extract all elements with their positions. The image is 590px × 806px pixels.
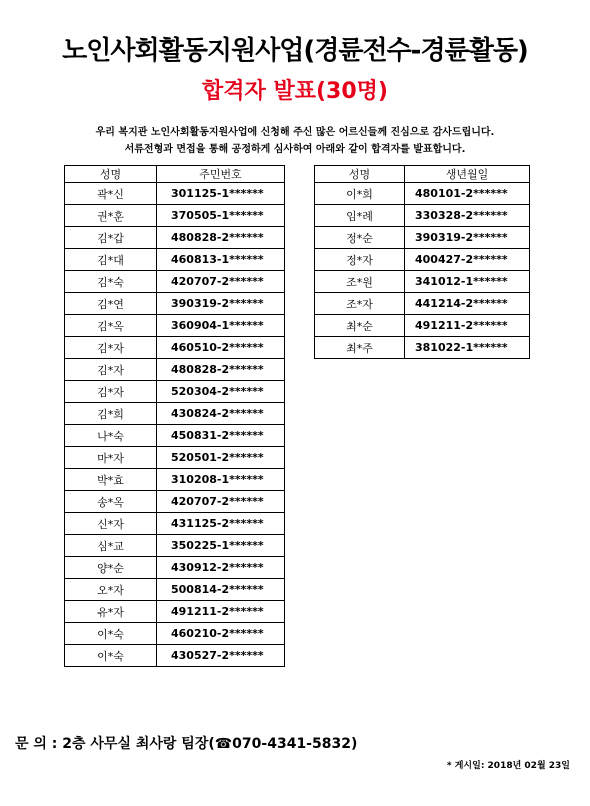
cell-name: 김*희 xyxy=(65,403,157,425)
cell-number: 431125-2****** xyxy=(157,513,285,535)
cell-name: 임*례 xyxy=(315,205,405,227)
table-row xyxy=(65,623,285,645)
cell-name: 조*자 xyxy=(315,293,405,315)
cell-name: 정*순 xyxy=(315,227,405,249)
header-name: 성명 xyxy=(315,166,405,183)
table-row xyxy=(65,359,285,381)
right-applicant-table xyxy=(314,165,530,359)
intro-line-2: 서류전형과 면접을 통해 공정하게 심사하여 아래와 같이 합격자를 발표합니다. xyxy=(124,144,466,155)
cell-number: 460813-1****** xyxy=(157,249,285,271)
cell-number: 370505-1****** xyxy=(157,205,285,227)
contact-info: 문 의 : 2층 사무실 최사랑 팀장(☎070-4341-5832) xyxy=(15,736,358,752)
cell-number: 460510-2****** xyxy=(157,337,285,359)
cell-number: 381022-1****** xyxy=(405,337,530,359)
cell-name: 오*자 xyxy=(65,579,157,601)
table-row xyxy=(65,557,285,579)
cell-number: 460210-2****** xyxy=(157,623,285,645)
table-row xyxy=(65,227,285,249)
cell-name: 김*갑 xyxy=(65,227,157,249)
table-header-row xyxy=(65,166,285,183)
cell-name: 김*대 xyxy=(65,249,157,271)
cell-name: 김*숙 xyxy=(65,271,157,293)
cell-name: 마*자 xyxy=(65,447,157,469)
cell-number: 480828-2****** xyxy=(157,359,285,381)
cell-name: 송*옥 xyxy=(65,491,157,513)
cell-number: 480101-2****** xyxy=(405,183,530,205)
table-row xyxy=(315,271,530,293)
cell-number: 400427-2****** xyxy=(405,249,530,271)
table-row xyxy=(315,249,530,271)
table-row xyxy=(65,579,285,601)
cell-name: 권*훈 xyxy=(65,205,157,227)
cell-name: 조*원 xyxy=(315,271,405,293)
table-row xyxy=(315,337,530,359)
cell-number: 341012-1****** xyxy=(405,271,530,293)
table-row xyxy=(65,447,285,469)
cell-name: 유*자 xyxy=(65,601,157,623)
table-row xyxy=(65,491,285,513)
table-row xyxy=(65,535,285,557)
cell-number: 480828-2****** xyxy=(157,227,285,249)
cell-number: 301125-1****** xyxy=(157,183,285,205)
table-row xyxy=(65,315,285,337)
cell-number: 420707-2****** xyxy=(157,271,285,293)
table-row xyxy=(65,271,285,293)
table-row xyxy=(65,293,285,315)
table-row xyxy=(315,183,530,205)
table-row xyxy=(315,293,530,315)
cell-name: 김*옥 xyxy=(65,315,157,337)
cell-number: 491211-2****** xyxy=(157,601,285,623)
cell-name: 신*자 xyxy=(65,513,157,535)
cell-number: 430824-2****** xyxy=(157,403,285,425)
table-row xyxy=(65,183,285,205)
cell-number: 500814-2****** xyxy=(157,579,285,601)
table-row xyxy=(315,315,530,337)
header-id-number: 주민번호 xyxy=(157,166,285,183)
cell-number: 430912-2****** xyxy=(157,557,285,579)
table-row xyxy=(65,205,285,227)
page-title: 노인사회활동지원사업(경륜전수-경륜활동) xyxy=(62,36,528,66)
table-row xyxy=(65,513,285,535)
cell-number: 491211-2****** xyxy=(405,315,530,337)
cell-number: 350225-1****** xyxy=(157,535,285,557)
cell-name: 이*희 xyxy=(315,183,405,205)
cell-name: 최*주 xyxy=(315,337,405,359)
cell-name: 이*숙 xyxy=(65,623,157,645)
table-row xyxy=(315,227,530,249)
table-row xyxy=(65,337,285,359)
cell-name: 김*자 xyxy=(65,381,157,403)
table-row xyxy=(65,601,285,623)
table-row xyxy=(65,425,285,447)
cell-number: 520501-2****** xyxy=(157,447,285,469)
table-row xyxy=(65,403,285,425)
table-row xyxy=(315,205,530,227)
left-table-body xyxy=(65,183,285,667)
header-birthdate: 생년월일 xyxy=(405,166,530,183)
cell-name: 김*자 xyxy=(65,337,157,359)
table-header-row xyxy=(315,166,530,183)
cell-number: 441214-2****** xyxy=(405,293,530,315)
cell-name: 나*숙 xyxy=(65,425,157,447)
cell-number: 450831-2****** xyxy=(157,425,285,447)
cell-name: 심*교 xyxy=(65,535,157,557)
cell-number: 360904-1****** xyxy=(157,315,285,337)
cell-number: 520304-2****** xyxy=(157,381,285,403)
table-row xyxy=(65,249,285,271)
cell-name: 양*순 xyxy=(65,557,157,579)
announcement-subtitle: 합격자 발표(30명) xyxy=(202,79,388,104)
cell-name: 김*자 xyxy=(65,359,157,381)
right-table-body xyxy=(315,183,530,359)
cell-number: 420707-2****** xyxy=(157,491,285,513)
header-name: 성명 xyxy=(65,166,157,183)
cell-name: 곽*신 xyxy=(65,183,157,205)
intro-line-1: 우리 복지관 노인사회활동지원사업에 신청해 주신 많은 어르신들께 진심으로 감사드립니다. xyxy=(95,127,495,138)
cell-name: 김*연 xyxy=(65,293,157,315)
posted-date: * 게시일: 2018년 02월 23일 xyxy=(446,761,570,771)
cell-name: 박*효 xyxy=(65,469,157,491)
cell-name: 정*자 xyxy=(315,249,405,271)
cell-name: 이*숙 xyxy=(65,645,157,667)
table-row xyxy=(65,469,285,491)
cell-number: 390319-2****** xyxy=(157,293,285,315)
cell-number: 390319-2****** xyxy=(405,227,530,249)
cell-name: 최*순 xyxy=(315,315,405,337)
cell-number: 430527-2****** xyxy=(157,645,285,667)
intro-text xyxy=(0,124,590,158)
left-applicant-table xyxy=(64,165,285,667)
cell-number: 330328-2****** xyxy=(405,205,530,227)
table-row xyxy=(65,645,285,667)
table-row xyxy=(65,381,285,403)
cell-number: 310208-1****** xyxy=(157,469,285,491)
